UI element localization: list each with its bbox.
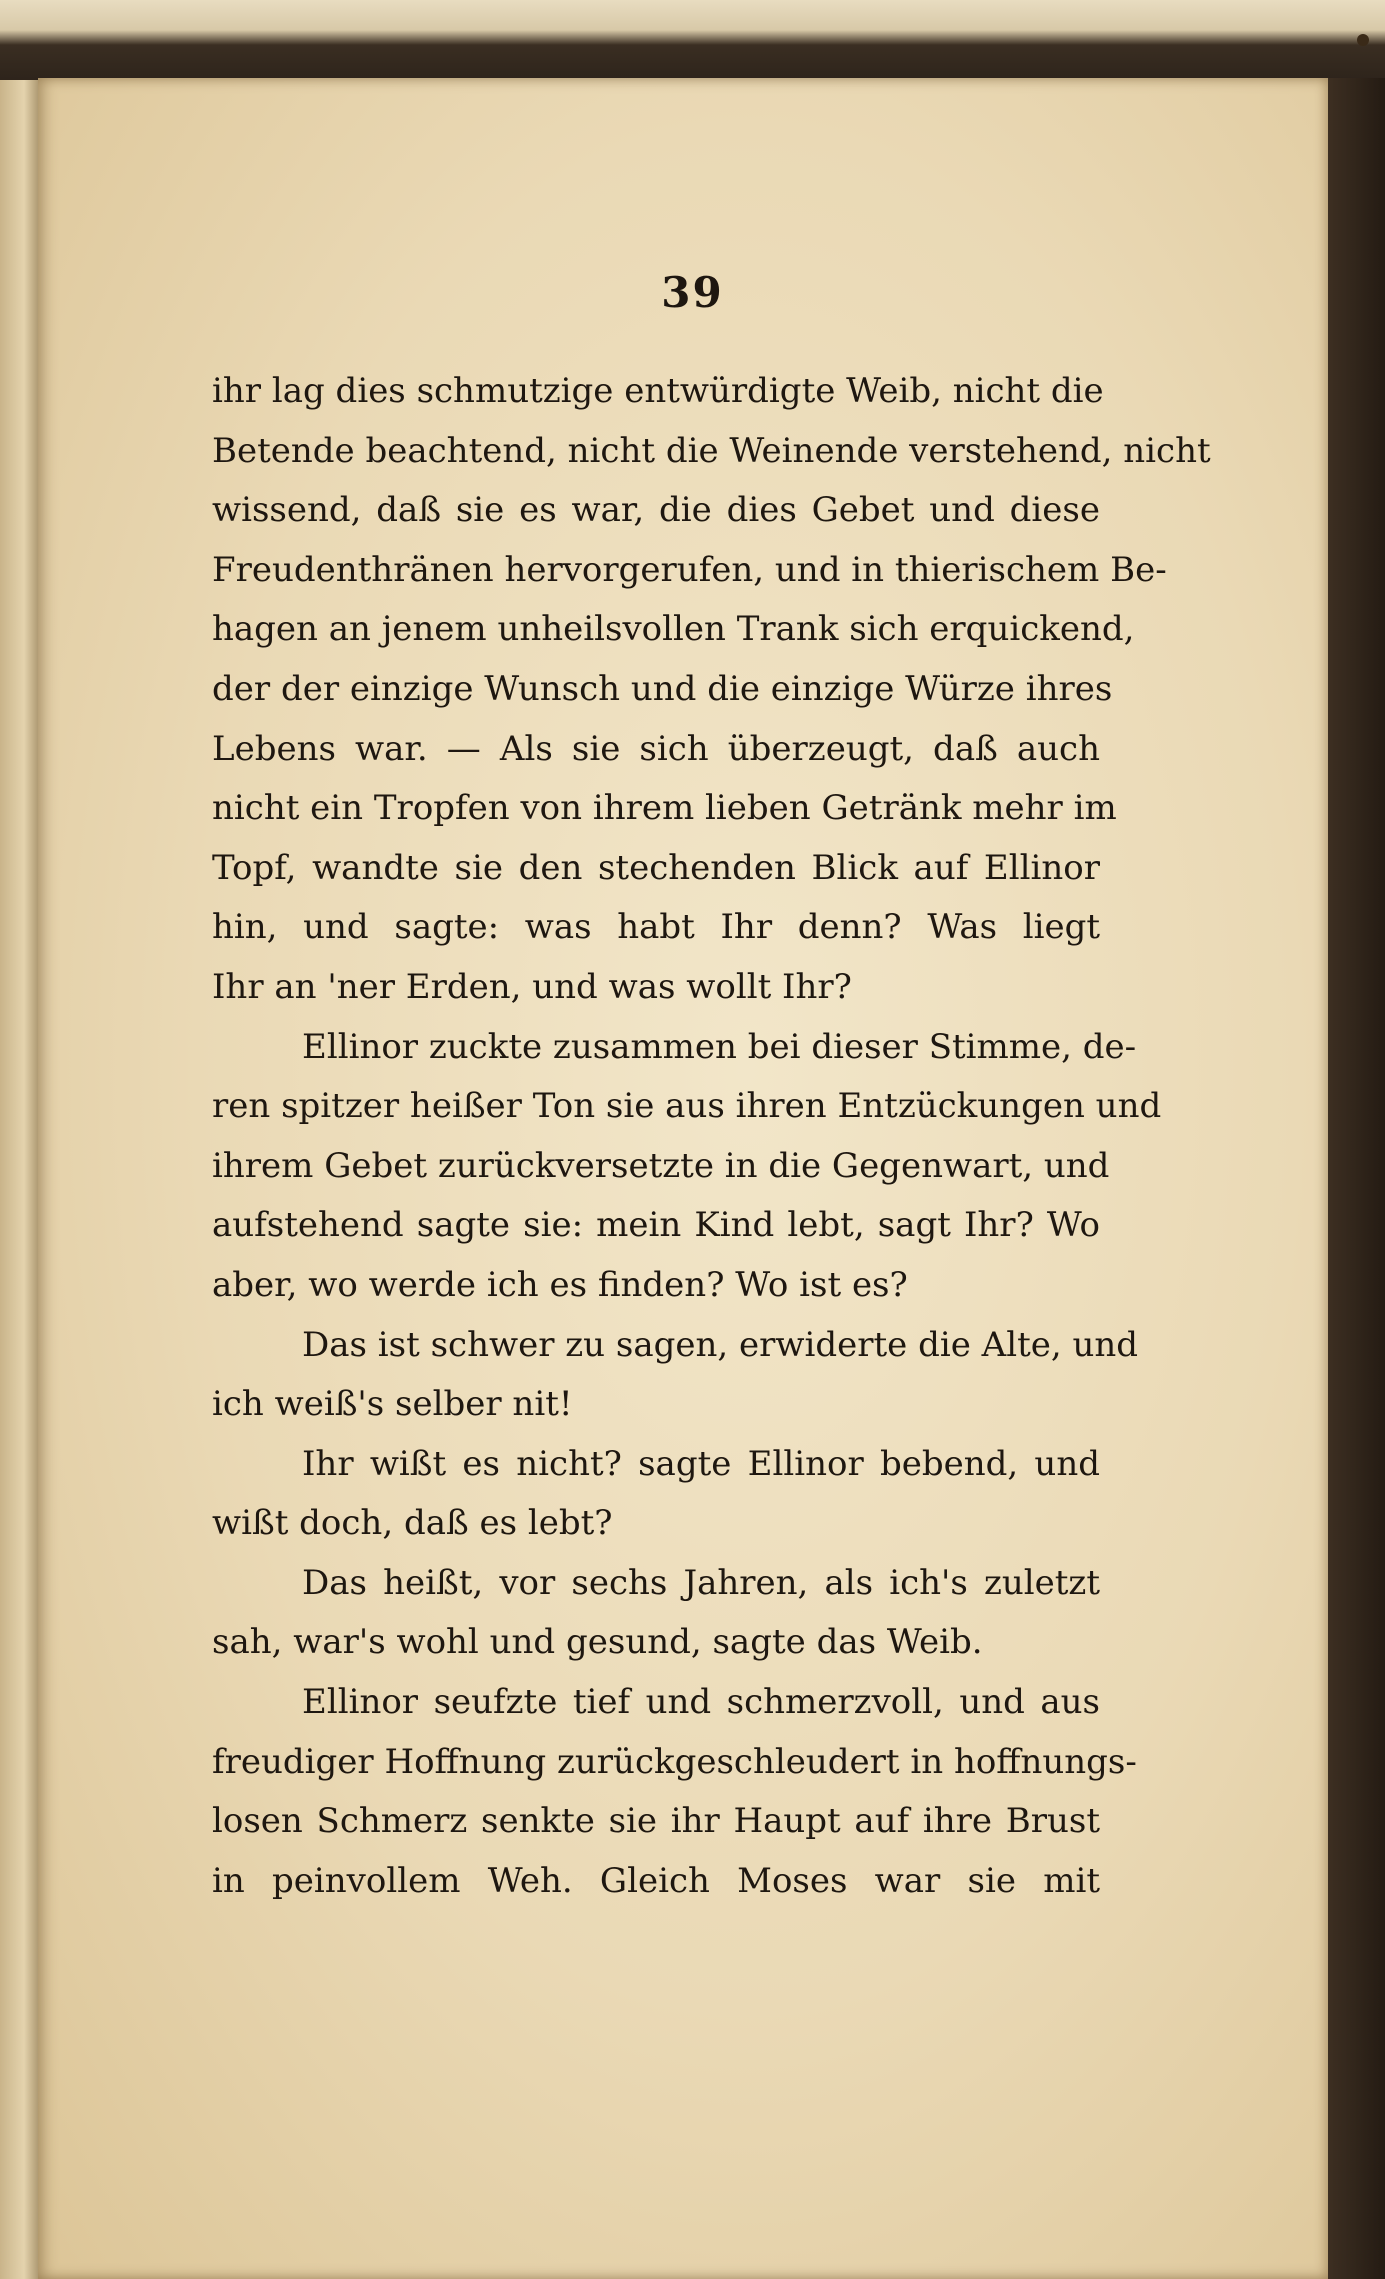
text-line: losen Schmerz senkte sie ihr Haupt auf ihre Brust [212,1801,1100,1842]
text-line: wissend, daß sie es war, die dies Gebet und diese [212,490,1100,531]
text-line: in peinvollem Weh. Gleich Moses war sie mit [212,1860,1100,1901]
text-line: freudiger Hoffnung zurückgeschleudert in hoffnungs- [212,1741,1137,1782]
left-page-edge [0,80,40,2279]
text-line: sah, war's wohl und gesund, sagte das Weib. [212,1622,983,1663]
book-cover-edge [1328,78,1385,2279]
text-line: Ellinor seufzte tief und schmerzvoll, und aus [302,1682,1100,1723]
text-line: ihr lag dies schmutzige entwürdigte Weib, nicht die [212,371,1104,411]
text-line: Ihr an 'ner Erden, und was wollt Ihr? [212,966,852,1007]
text-line: hin, und sagte: was habt Ihr denn? Was liegt [212,907,1100,948]
text-line: Lebens war. — Als sie sich überzeugt, daß auch [212,728,1100,769]
text-line: ich weiß's selber nit! [212,1384,573,1425]
text-line: Ihr wißt es nicht? sagte Ellinor bebend, und [302,1443,1100,1484]
text-line: Das heißt, vor sechs Jahren, als ich's zuletzt [302,1562,1100,1603]
text-line: Freudenthränen hervorgerufen, und in thierischem Be- [212,549,1167,590]
book-top-edge [0,0,1385,90]
text-line: Das ist schwer zu sagen, erwiderte die Alte, und [302,1324,1139,1365]
text-line: Ellinor zuckte zusammen bei dieser Stimme, de- [302,1026,1137,1067]
text-line: nicht ein Tropfen von ihrem lieben Getränk mehr im [212,788,1117,829]
text-line: aufstehend sagte sie: mein Kind lebt, sagt Ihr? Wo [212,1205,1100,1246]
text-line: hagen an jenem unheilsvollen Trank sich erquickend, [212,609,1135,650]
text-line: Betende beachtend, nicht die Weinende verstehend, nicht [212,430,1211,471]
body-text [212,362,1211,1911]
text-line: ihrem Gebet zurückversetzte in die Gegenwart, und [212,1145,1110,1186]
text-line: ren spitzer heißer Ton sie aus ihren Entzückungen und [212,1086,1162,1127]
text-line: der der einzige Wunsch und die einzige Würze ihres [212,668,1113,709]
text-line: Topf, wandte sie den stechenden Blick auf Ellinor [212,847,1100,888]
corner-mark [1357,34,1369,46]
page-number: 39 [661,268,724,317]
text-line: aber, wo werde ich es finden? Wo ist es? [212,1264,908,1305]
text-line: wißt doch, daß es lebt? [212,1503,613,1544]
